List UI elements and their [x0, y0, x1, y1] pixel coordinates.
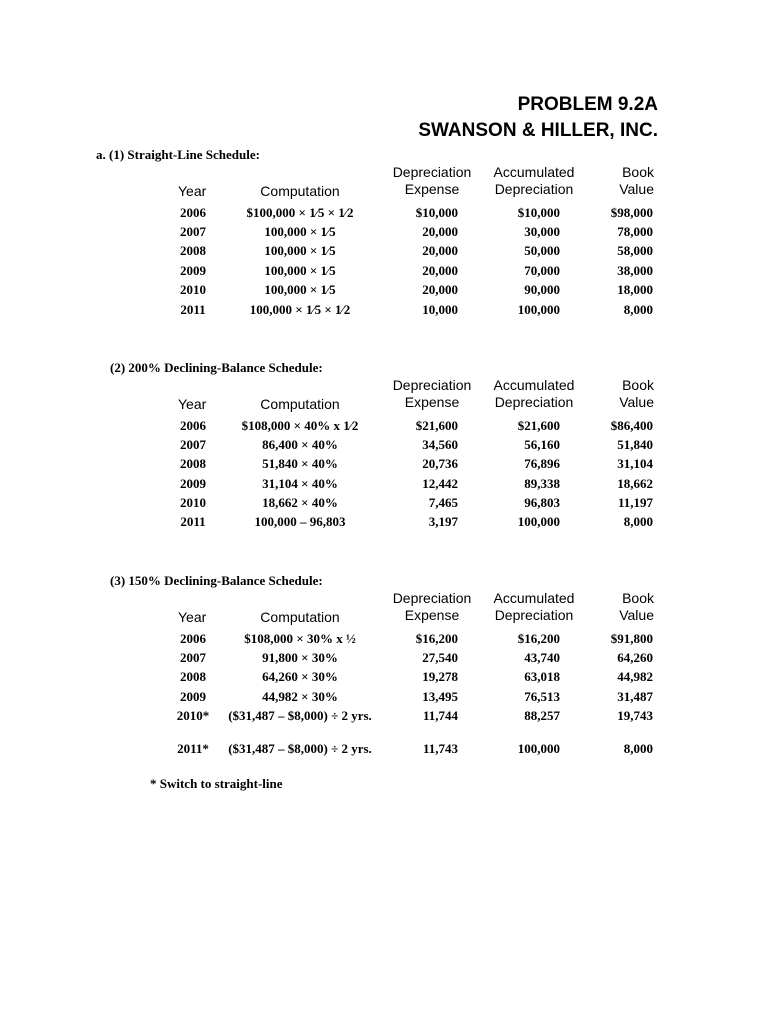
header-line: Accumulated: [493, 377, 575, 393]
header-year-text: Year: [178, 396, 207, 412]
header-line: Value: [619, 181, 654, 197]
expense-cell: 20,000: [422, 263, 458, 278]
book-value-cell: 38,000: [617, 263, 653, 278]
header-year: [178, 609, 218, 626]
book-value-cell: 31,487: [617, 689, 653, 704]
one-fifty-declining-schedule: [0, 573, 768, 773]
book-value-cell: 31,104: [617, 456, 653, 471]
computation-cell: 100,000 × 1⁄5: [264, 282, 336, 297]
table-row: [0, 205, 768, 224]
section-label: (3) 150% Declining-Balance Schedule:: [110, 573, 323, 588]
book-value-cell: 11,197: [617, 495, 653, 510]
year-cell: 2006: [180, 418, 206, 433]
accumulated-cell: 88,257: [524, 708, 560, 723]
table-row: [0, 669, 768, 688]
table-row: [0, 437, 768, 456]
expense-cell: 11,744: [422, 708, 458, 723]
table-row: [0, 476, 768, 495]
company-name: SWANSON & HILLER, INC.: [418, 120, 658, 141]
expense-cell: 20,736: [422, 456, 458, 471]
table-row: [0, 741, 768, 775]
header-year: [178, 183, 218, 200]
header-depreciation-expense: [384, 164, 480, 198]
computation-cell: 100,000 × 1⁄5: [264, 243, 336, 258]
book-value-cell: 8,000: [623, 514, 653, 529]
accumulated-cell: 50,000: [524, 243, 560, 258]
year-cell: 2010: [180, 282, 206, 297]
header-book-value: [592, 164, 654, 198]
header-year-text: Year: [178, 609, 207, 625]
double-declining-schedule: [0, 360, 768, 560]
expense-cell: 3,197: [428, 514, 458, 529]
expense-cell: 11,743: [422, 741, 458, 756]
book-value-cell: $98,000: [610, 205, 653, 220]
header-line: Accumulated: [493, 164, 575, 180]
table-row: [0, 708, 768, 742]
expense-cell: 13,495: [422, 689, 458, 704]
year-cell: 2006: [180, 205, 206, 220]
computation-cell: $108,000 × 40% x 1⁄2: [241, 418, 359, 433]
accumulated-cell: 43,740: [524, 650, 560, 665]
accumulated-cell: 56,160: [524, 437, 560, 452]
table-row: [0, 456, 768, 475]
book-value-cell: 18,000: [617, 282, 653, 297]
year-cell: 2007: [180, 224, 206, 239]
accumulated-cell: 89,338: [524, 476, 560, 491]
table-row: [0, 263, 768, 282]
expense-cell: 20,000: [422, 243, 458, 258]
header-line: Expense: [404, 394, 460, 410]
accumulated-cell: 76,896: [524, 456, 560, 471]
header-line: Depreciation: [494, 607, 574, 623]
book-value-cell: 78,000: [617, 224, 653, 239]
year-cell: 2007: [180, 650, 206, 665]
header-line: Book: [622, 164, 654, 180]
book-value-cell: 19,743: [617, 708, 653, 723]
computation-cell: 18,662 × 40%: [262, 495, 338, 510]
header-computation: [240, 183, 360, 200]
header-computation: [240, 396, 360, 413]
computation-cell: 86,400 × 40%: [262, 437, 338, 452]
year-cell: 2009: [180, 476, 206, 491]
table-row: [0, 302, 768, 321]
expense-cell: 7,465: [428, 495, 458, 510]
accumulated-cell: 100,000: [517, 741, 560, 756]
computation-cell: 51,840 × 40%: [262, 456, 338, 471]
computation-cell: 91,800 × 30%: [262, 650, 338, 665]
table-row: [0, 514, 768, 533]
accumulated-cell: $16,200: [517, 631, 560, 646]
expense-cell: 27,540: [422, 650, 458, 665]
table-row: [0, 650, 768, 669]
computation-cell: ($31,487 – $8,000) ÷ 2 yrs.: [228, 741, 372, 756]
year-cell: 2008: [180, 243, 206, 258]
header-book-value: [592, 377, 654, 411]
year-cell: 2011: [180, 514, 206, 529]
year-cell: 2010: [180, 495, 206, 510]
header-line: Depreciation: [494, 394, 574, 410]
computation-cell: 100,000 × 1⁄5: [264, 224, 336, 239]
footnote: * Switch to straight-line: [150, 776, 283, 791]
accumulated-cell: 76,513: [524, 689, 560, 704]
header-line: Depreciation: [494, 181, 574, 197]
computation-cell: 44,982 × 30%: [262, 689, 338, 704]
year-cell: 2006: [180, 631, 206, 646]
table-row: [0, 282, 768, 301]
book-value-cell: 64,260: [617, 650, 653, 665]
header-computation-text: Computation: [260, 609, 340, 625]
expense-cell: $21,600: [415, 418, 458, 433]
section-label: (2) 200% Declining-Balance Schedule:: [110, 360, 323, 375]
header-line: Depreciation: [392, 164, 472, 180]
header-line: Book: [622, 377, 654, 393]
computation-cell: $108,000 × 30% x ½: [244, 631, 356, 646]
computation-cell: 31,104 × 40%: [262, 476, 338, 491]
header-computation-text: Computation: [260, 396, 340, 412]
expense-cell: 19,278: [422, 669, 458, 684]
table-row: [0, 495, 768, 514]
accumulated-cell: 70,000: [524, 263, 560, 278]
year-cell: 2011: [180, 302, 206, 317]
accumulated-cell: 30,000: [524, 224, 560, 239]
header-line: Value: [619, 394, 654, 410]
book-value-cell: 51,840: [617, 437, 653, 452]
computation-cell: 100,000 × 1⁄5: [264, 263, 336, 278]
table-row: [0, 224, 768, 243]
book-value-cell: 58,000: [617, 243, 653, 258]
section-label: a. (1) Straight-Line Schedule:: [96, 147, 260, 162]
header-line: Depreciation: [392, 377, 472, 393]
header-line: Book: [622, 590, 654, 606]
header-accumulated-depreciation: [484, 590, 584, 624]
table-row: [0, 418, 768, 437]
header-year-text: Year: [178, 183, 207, 199]
header-accumulated-depreciation: [484, 164, 584, 198]
expense-cell: 34,560: [422, 437, 458, 452]
table-row: [0, 243, 768, 262]
table-row: [0, 631, 768, 650]
book-value-cell: $91,800: [610, 631, 653, 646]
expense-cell: 12,442: [422, 476, 458, 491]
book-value-cell: 8,000: [623, 302, 653, 317]
header-line: Value: [619, 607, 654, 623]
year-cell: 2009: [180, 689, 206, 704]
book-value-cell: 44,982: [617, 669, 653, 684]
year-cell: 2008: [180, 456, 206, 471]
table-row: [0, 689, 768, 708]
header-book-value: [592, 590, 654, 624]
accumulated-cell: $21,600: [517, 418, 560, 433]
computation-cell: 64,260 × 30%: [262, 669, 338, 684]
expense-cell: 20,000: [422, 224, 458, 239]
expense-cell: $16,200: [415, 631, 458, 646]
header-depreciation-expense: [384, 377, 480, 411]
header-line: Depreciation: [392, 590, 472, 606]
accumulated-cell: 63,018: [524, 669, 560, 684]
accumulated-cell: 100,000: [517, 302, 560, 317]
header-year: [178, 396, 218, 413]
accumulated-cell: 96,803: [524, 495, 560, 510]
header-computation: [240, 609, 360, 626]
accumulated-cell: 90,000: [524, 282, 560, 297]
year-cell: 2007: [180, 437, 206, 452]
problem-title: PROBLEM 9.2A: [517, 94, 658, 115]
year-cell: 2009: [180, 263, 206, 278]
computation-cell: 100,000 × 1⁄5 × 1⁄2: [249, 302, 351, 317]
header-computation-text: Computation: [260, 183, 340, 199]
computation-cell: $100,000 × 1⁄5 × 1⁄2: [246, 205, 354, 220]
straight-line-schedule: [0, 147, 768, 347]
header-line: Expense: [404, 181, 460, 197]
expense-cell: 20,000: [422, 282, 458, 297]
header-accumulated-depreciation: [484, 377, 584, 411]
book-value-cell: 8,000: [623, 741, 653, 756]
header-line: Expense: [404, 607, 460, 623]
header-depreciation-expense: [384, 590, 480, 624]
year-cell: 2010*: [176, 708, 210, 723]
accumulated-cell: $10,000: [517, 205, 560, 220]
expense-cell: 10,000: [422, 302, 458, 317]
header-line: Accumulated: [493, 590, 575, 606]
computation-cell: 100,000 – 96,803: [254, 514, 346, 529]
year-cell: 2008: [180, 669, 206, 684]
year-cell: 2011*: [177, 741, 209, 756]
computation-cell: ($31,487 – $8,000) ÷ 2 yrs.: [228, 708, 372, 723]
accumulated-cell: 100,000: [517, 514, 560, 529]
book-value-cell: $86,400: [610, 418, 653, 433]
expense-cell: $10,000: [415, 205, 458, 220]
book-value-cell: 18,662: [617, 476, 653, 491]
